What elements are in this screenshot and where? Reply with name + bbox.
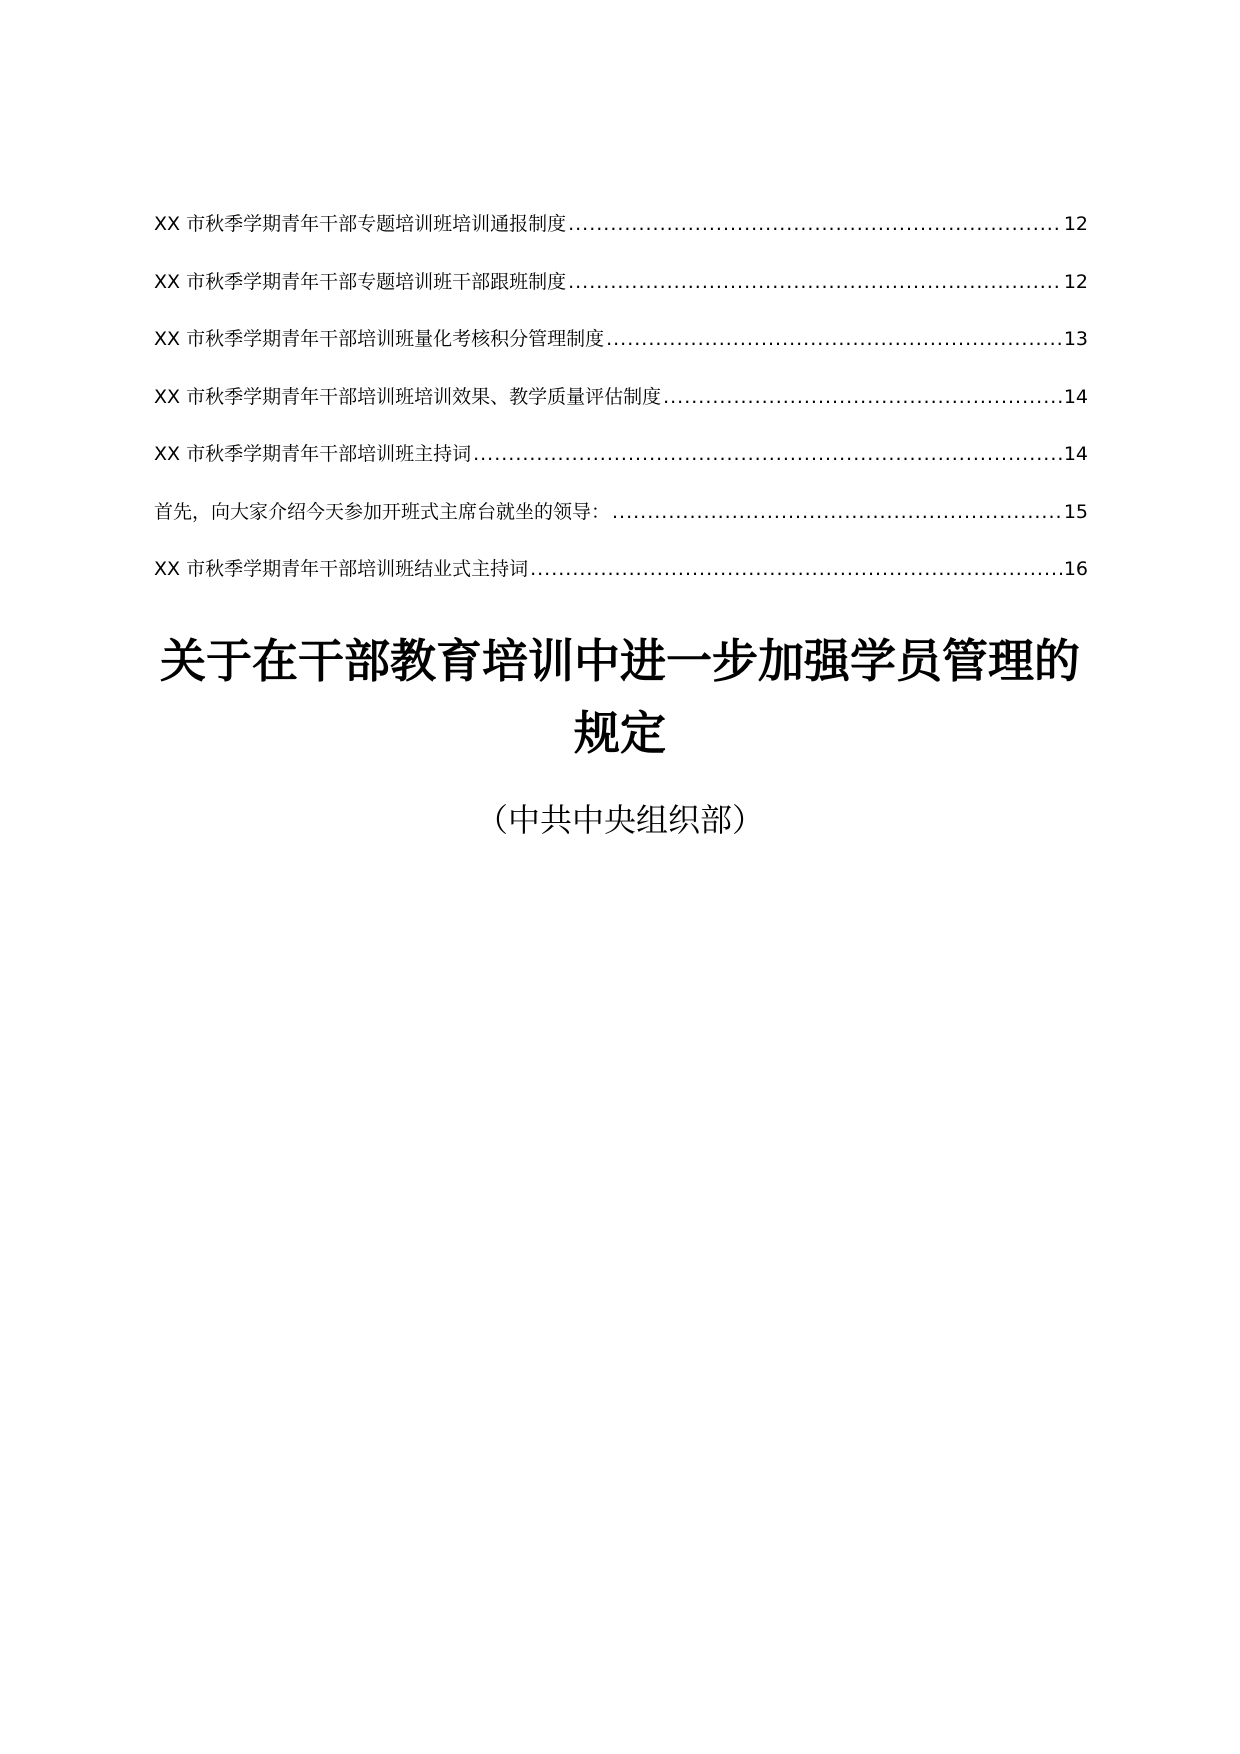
document-title <box>100 625 1140 769</box>
toc-dot-leader <box>568 268 1062 296</box>
toc-dot-leader <box>473 440 1062 468</box>
toc-page-number: 12 <box>1063 270 1088 293</box>
document-issuer: （中共中央组织部） <box>475 801 764 839</box>
toc-entry-title: XX 市秋季学期青年干部培训班量化考核积分管理制度 <box>154 328 605 350</box>
toc-entry[interactable] <box>154 210 1088 268</box>
toc-entry[interactable] <box>154 555 1088 613</box>
toc-entry-title: 首先，向大家介绍今天参加开班式主席台就坐的领导： <box>154 500 611 523</box>
table-of-contents <box>154 210 1088 613</box>
toc-page-number: 12 <box>1063 213 1088 235</box>
toc-entry[interactable] <box>154 498 1088 556</box>
toc-entry-title: XX 市秋季学期青年干部培训班结业式主持词 <box>154 558 529 580</box>
toc-dot-leader <box>530 555 1062 583</box>
toc-dot-leader <box>663 383 1062 411</box>
document-title-line-1: 关于在干部教育培训中进一步加强学员管理的 <box>160 634 1080 688</box>
toc-page-number: 15 <box>1063 500 1088 523</box>
toc-entry[interactable] <box>154 325 1088 383</box>
toc-dot-leader <box>606 325 1062 353</box>
toc-page-number: 14 <box>1063 443 1088 465</box>
toc-page-number: 14 <box>1063 385 1088 408</box>
toc-entry-title: XX 市秋季学期青年干部培训班主持词 <box>154 443 472 465</box>
toc-page-number: 13 <box>1063 328 1088 350</box>
toc-entry[interactable] <box>154 383 1088 441</box>
toc-entry-title: XX 市秋季学期青年干部专题培训班培训通报制度 <box>154 213 567 235</box>
toc-dot-leader <box>612 498 1062 526</box>
toc-entry-title: XX 市秋季学期青年干部培训班培训效果、教学质量评估制度 <box>154 385 662 408</box>
toc-dot-leader <box>568 210 1062 238</box>
toc-entry[interactable] <box>154 268 1088 326</box>
document-title-line-2: 规定 <box>574 706 666 760</box>
toc-page-number: 16 <box>1063 558 1088 580</box>
toc-entry[interactable] <box>154 440 1088 498</box>
toc-entry-title: XX 市秋季学期青年干部专题培训班干部跟班制度 <box>154 270 567 293</box>
